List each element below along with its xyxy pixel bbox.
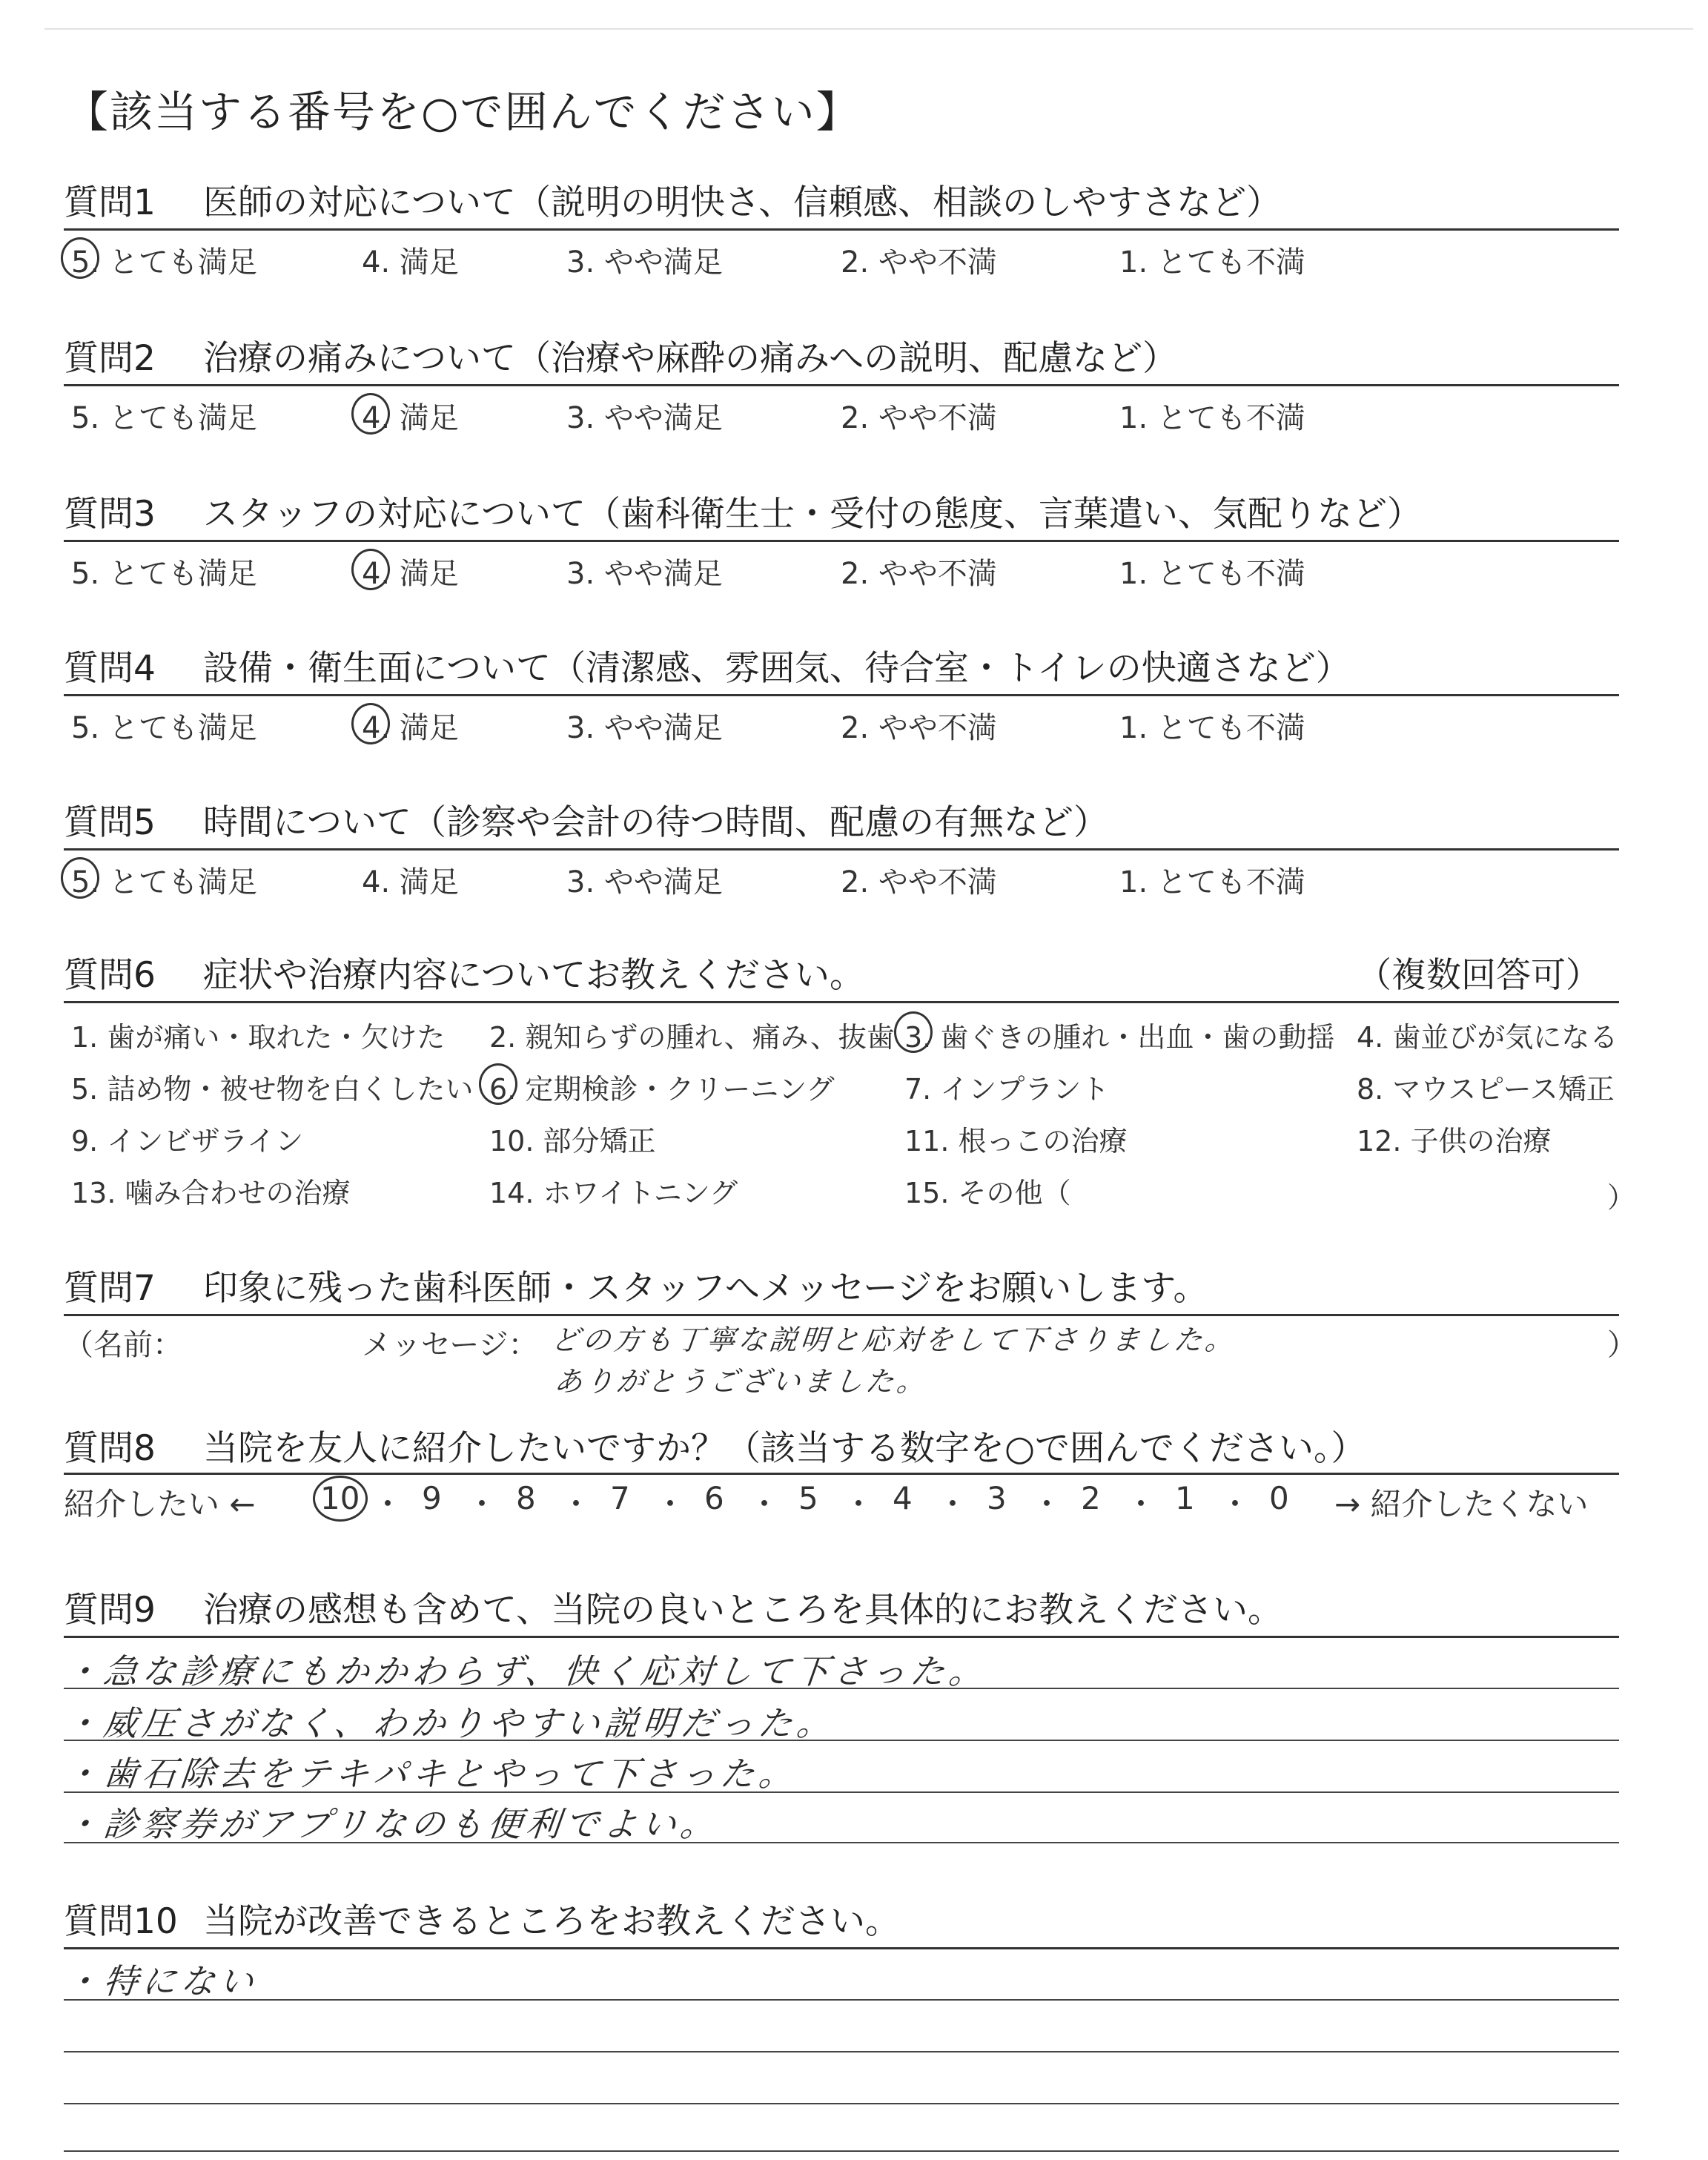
q8-selected-circle [313,1476,368,1522]
q7-name-label: （名前： [64,1328,182,1362]
q2-rule [64,384,1619,386]
q6-option-2[interactable]: 2. 親知らずの腫れ、痛み、抜歯 [489,1021,895,1054]
q9-answer-4: ・診察券がアプリなのも便利でよい。 [62,1804,721,1844]
q4-selected-circle [351,703,390,744]
q8-scale-1[interactable]: 1 [1175,1480,1195,1516]
q1-option-4[interactable]: 4. 満足 [362,245,459,280]
q6-option-5[interactable]: 5. 詰め物・被せ物を白くしたい [71,1073,474,1106]
q3-rule [64,540,1619,542]
q7-message-line1: どの方も丁寧な説明と応対をして下さりました。 [549,1324,1238,1356]
q9-number: 質問9 [64,1590,156,1631]
q7-text: 印象に残った歯科医師・スタッフへメッセージをお願いします。 [203,1268,1208,1309]
q6-option-9[interactable]: 9. インビザライン [71,1125,304,1157]
q3-option-4[interactable]: 4. 満足 [362,557,459,591]
q6-option-11[interactable]: 11. 根っこの治療 [904,1125,1128,1157]
q4-option-3[interactable]: 3. やや満足 [566,711,723,745]
q2-number: 質問2 [64,338,156,379]
q6-option-10[interactable]: 10. 部分矯正 [489,1125,656,1157]
q4-text: 設備・衛生面について（清潔感、雰囲気、待合室・トイレの快適さなど） [203,648,1351,689]
q6-text: 症状や治療内容についてお教えください。 [203,955,865,996]
q6-option-6[interactable]: 6. 定期検診・クリーニング [489,1073,835,1106]
q3-option-1[interactable]: 1. とても不満 [1119,557,1305,591]
q6-selected-circle [479,1063,517,1105]
q5-rule [64,848,1619,851]
q4-option-5[interactable]: 5. とても満足 [71,711,257,745]
q8-right-label: → 紹介したくない [1334,1486,1589,1522]
q3-title [64,486,1422,536]
q7-number: 質問7 [64,1268,156,1309]
q7-message-line2: ありがとうございました。 [552,1365,930,1398]
q8-scale-8[interactable]: 8 [516,1480,536,1516]
q5-title [64,795,1108,845]
q1-title [64,175,1281,225]
q10-text: 当院が改善できるところをお教えください。 [203,1901,900,1942]
q8-title [64,1421,1366,1470]
q10-title [64,1894,900,1943]
q8-scale-separator: ・ [1125,1486,1157,1522]
q7-message-label: メッセージ： [362,1328,538,1362]
q9-answer-2: ・威圧さがなく、わかりやすい説明だった。 [62,1703,838,1743]
q2-option-3[interactable]: 3. やや満足 [566,401,723,435]
q7-title [64,1261,1208,1310]
q3-option-3[interactable]: 3. やや満足 [566,557,723,591]
q8-rule [64,1473,1619,1475]
q2-text: 治療の痛みについて（治療や麻酔の痛みへの説明、配慮など） [203,338,1178,379]
q10-answer-1: ・特にない [62,1961,260,2001]
q5-option-1[interactable]: 1. とても不満 [1119,865,1305,899]
q10-line [64,2103,1619,2104]
q6-option-3[interactable]: 3. 歯ぐきの腫れ・出血・歯の動揺 [904,1021,1335,1054]
q9-answer-1: ・急な診療にもかかわらず、快く応対して下さった。 [62,1651,990,1691]
q6-option-1[interactable]: 1. 歯が痛い・取れた・欠けた [71,1021,446,1054]
q8-scale-separator: ・ [372,1486,404,1522]
q8-scale-separator: ・ [1219,1486,1251,1522]
q2-option-1[interactable]: 1. とても不満 [1119,401,1305,435]
q8-scale-6[interactable]: 6 [704,1480,724,1516]
q8-scale-9[interactable]: 9 [422,1480,442,1516]
q8-scale-separator: ・ [937,1486,969,1522]
q5-text: 時間について（診察や会計の待つ時間、配慮の有無など） [203,802,1109,843]
q1-option-2[interactable]: 2. やや不満 [841,245,997,280]
q8-scale-separator: ・ [655,1486,686,1522]
q8-left-label: 紹介したい ← [64,1486,256,1522]
q6-note: （複数回答可） [1357,955,1601,996]
q1-selected-circle [61,237,99,279]
q4-rule [64,694,1619,696]
q8-number: 質問8 [64,1428,156,1469]
q10-number: 質問10 [64,1901,178,1942]
q1-option-3[interactable]: 3. やや満足 [566,245,723,280]
q6-option-12[interactable]: 12. 子供の治療 [1357,1125,1552,1157]
q1-option-5[interactable]: 5. とても満足 [71,245,257,280]
q3-number: 質問3 [64,494,156,535]
top-border [44,28,1693,30]
q3-option-2[interactable]: 2. やや不満 [841,557,997,591]
q8-scale-separator: ・ [749,1486,781,1522]
q7-close: ） [1607,1328,1637,1362]
q8-scale-2[interactable]: 2 [1081,1480,1101,1516]
q4-title [64,641,1351,690]
q6-option-15[interactable]: 15. その他（ [904,1177,1071,1209]
q9-title [64,1582,1282,1632]
q6-number: 質問6 [64,955,156,996]
q2-option-4[interactable]: 4. 満足 [362,401,459,435]
q2-option-2[interactable]: 2. やや不満 [841,401,997,435]
q8-text: 当院を友人に紹介したいですか？（該当する数字を○で囲んでください。） [203,1428,1366,1469]
q10-line [64,1999,1619,2001]
q1-option-1[interactable]: 1. とても不満 [1119,245,1305,280]
q3-selected-circle [351,549,390,590]
q8-scale-5[interactable]: 5 [798,1480,818,1516]
q6-selected-circle [894,1011,933,1053]
q8-scale-10[interactable]: 10 [320,1480,360,1516]
q9-text: 治療の感想も含めて、当院の良いところを具体的にお教えください。 [203,1590,1283,1631]
q7-rule [64,1314,1619,1316]
q6-rule [64,1001,1619,1003]
q4-number: 質問4 [64,648,156,689]
q5-option-3[interactable]: 3. やや満足 [566,865,723,899]
q6-option-4[interactable]: 4. 歯並びが気になる [1357,1021,1618,1054]
q6-option-13[interactable]: 13. 噛み合わせの治療 [71,1177,351,1209]
q3-text: スタッフの対応について（歯科衛生士・受付の態度、言葉遣い、気配りなど） [203,494,1423,535]
q5-option-4[interactable]: 4. 満足 [362,865,459,899]
q8-scale-separator: ・ [1031,1486,1063,1522]
q6-title [64,948,864,997]
q10-line [64,2051,1619,2052]
q3-option-5[interactable]: 5. とても満足 [71,557,257,591]
q4-option-1[interactable]: 1. とても不満 [1119,711,1305,745]
q8-scale-separator: ・ [560,1486,592,1522]
q5-selected-circle [61,857,99,899]
q9-answer-3: ・歯石除去をテキパキとやって下さった。 [62,1754,800,1794]
q5-number: 質問5 [64,802,156,843]
q8-scale-4[interactable]: 4 [893,1480,913,1516]
q8-scale-3[interactable]: 3 [987,1480,1007,1516]
q9-rule [64,1636,1619,1638]
q10-rule [64,1947,1619,1949]
q8-scale-0[interactable]: 0 [1269,1480,1289,1516]
q4-option-4[interactable]: 4. 満足 [362,711,459,745]
q1-number: 質問1 [64,182,156,223]
q2-title [64,331,1177,380]
q5-option-5[interactable]: 5. とても満足 [71,865,257,899]
q8-scale-separator: ・ [466,1486,498,1522]
q5-option-2[interactable]: 2. やや不満 [841,865,997,899]
q6-other-close: ） [1607,1181,1636,1214]
q10-line [64,2150,1619,2152]
q6-option-14[interactable]: 14. ホワイトニング [489,1177,738,1209]
q2-selected-circle [351,393,390,435]
q6-option-7[interactable]: 7. インプラント [904,1073,1110,1106]
q4-option-2[interactable]: 2. やや不満 [841,711,997,745]
q8-scale-separator: ・ [843,1486,875,1522]
q1-rule [64,228,1619,231]
q1-text: 医師の対応について（説明の明快さ、信頼感、相談のしやすさなど） [203,182,1282,223]
q2-option-5[interactable]: 5. とても満足 [71,401,257,435]
form-header: 【該当する番号を○で囲んでください】 [65,87,861,137]
q8-scale-7[interactable]: 7 [610,1480,630,1516]
q6-option-8[interactable]: 8. マウスピース矯正 [1357,1073,1615,1106]
